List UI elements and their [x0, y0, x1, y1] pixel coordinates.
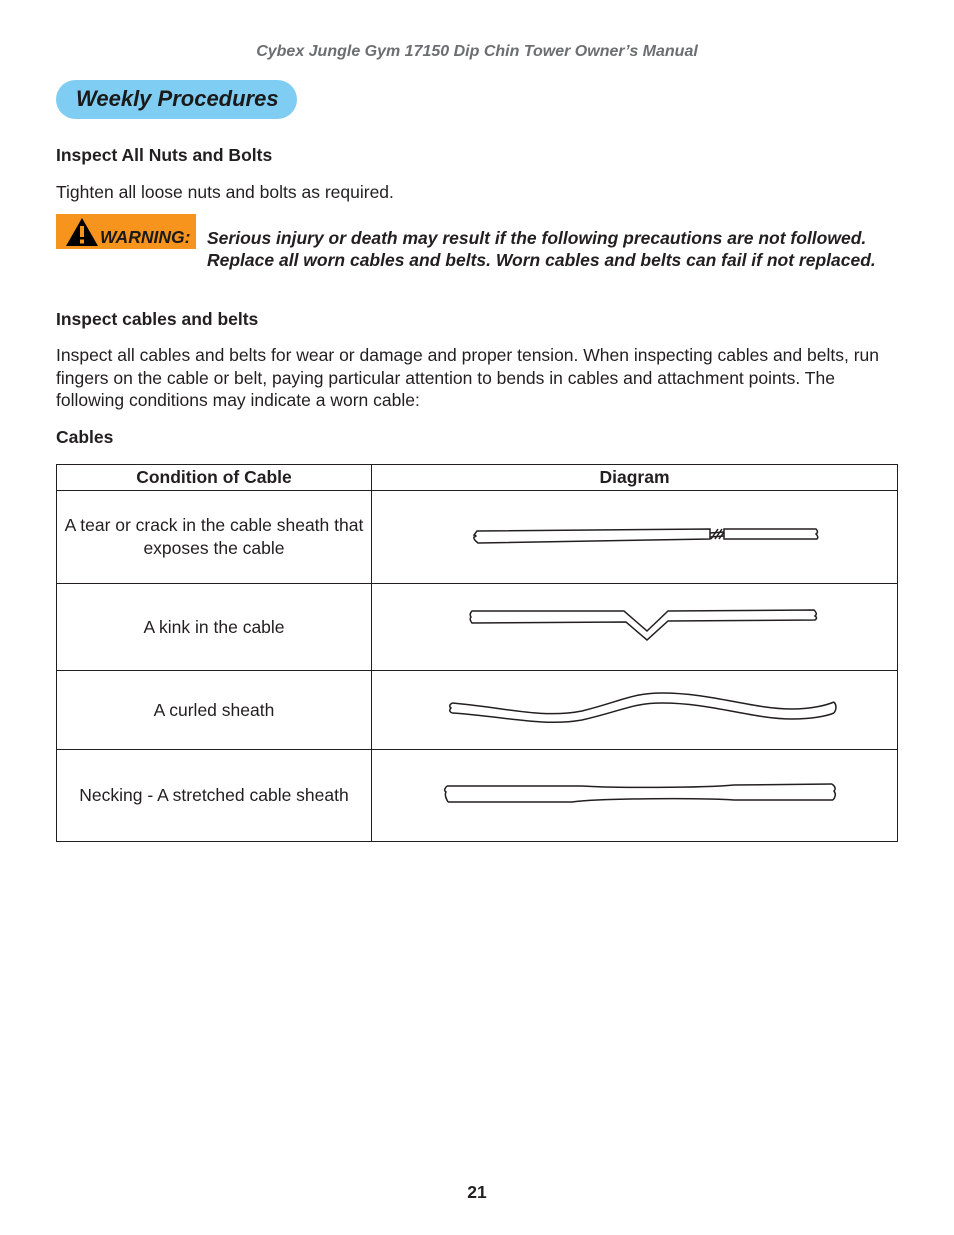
- nuts-text: Tighten all loose nuts and bolts as required.: [56, 182, 394, 202]
- condition-cell: Necking - A stretched cable sheath: [57, 750, 372, 842]
- condition-cell: A tear or crack in the cable sheath that exposes the cable: [57, 491, 372, 584]
- necked-cable-icon: [372, 750, 896, 841]
- section-title: Weekly Procedures: [76, 86, 279, 111]
- torn-sheath-cable-icon: [372, 491, 896, 583]
- table-row: [57, 671, 898, 750]
- warning-text: Serious injury or death may result if the following precautions are not followed. Replace all worn cables and belts. Worn cables and belts can fail if not replaced.: [207, 228, 876, 270]
- diagram-cell: [372, 671, 898, 750]
- column-header-condition: Condition of Cable: [57, 465, 372, 491]
- diagram-cell: [372, 750, 898, 842]
- column-header-diagram: Diagram: [372, 465, 898, 491]
- cables-heading: Cables: [56, 427, 114, 447]
- warning-label: WARNING:: [100, 227, 191, 247]
- diagram-cell: [372, 584, 898, 671]
- condition-cell: A kink in the cable: [57, 584, 372, 671]
- cables-belts-heading: Inspect cables and belts: [56, 309, 259, 329]
- cables-belts-text: Inspect all cables and belts for wear or damage and proper tension. When inspecting cables and belts, run fingers on the cable or belt, paying particular attention to bends in cables and attachment points. The following conditions may indicate a worn cable:: [56, 345, 879, 410]
- kinked-cable-icon: [372, 584, 896, 670]
- manual-header: Cybex Jungle Gym 17150 Dip Chin Tower Owner’s Manual: [256, 43, 698, 60]
- cable-condition-table: [56, 464, 898, 842]
- page-number: 21: [467, 1182, 487, 1202]
- table-header-row: [57, 465, 898, 491]
- diagram-cell: [372, 491, 898, 584]
- warning-triangle-icon: [65, 217, 99, 247]
- section-title-pill: [56, 80, 297, 119]
- condition-cell: A curled sheath: [57, 671, 372, 750]
- table-row: [57, 750, 898, 842]
- curled-sheath-cable-icon: [372, 671, 896, 749]
- table-row: [57, 584, 898, 671]
- table-row: [57, 491, 898, 584]
- nuts-heading: Inspect All Nuts and Bolts: [56, 145, 273, 165]
- warning-badge: [56, 214, 196, 249]
